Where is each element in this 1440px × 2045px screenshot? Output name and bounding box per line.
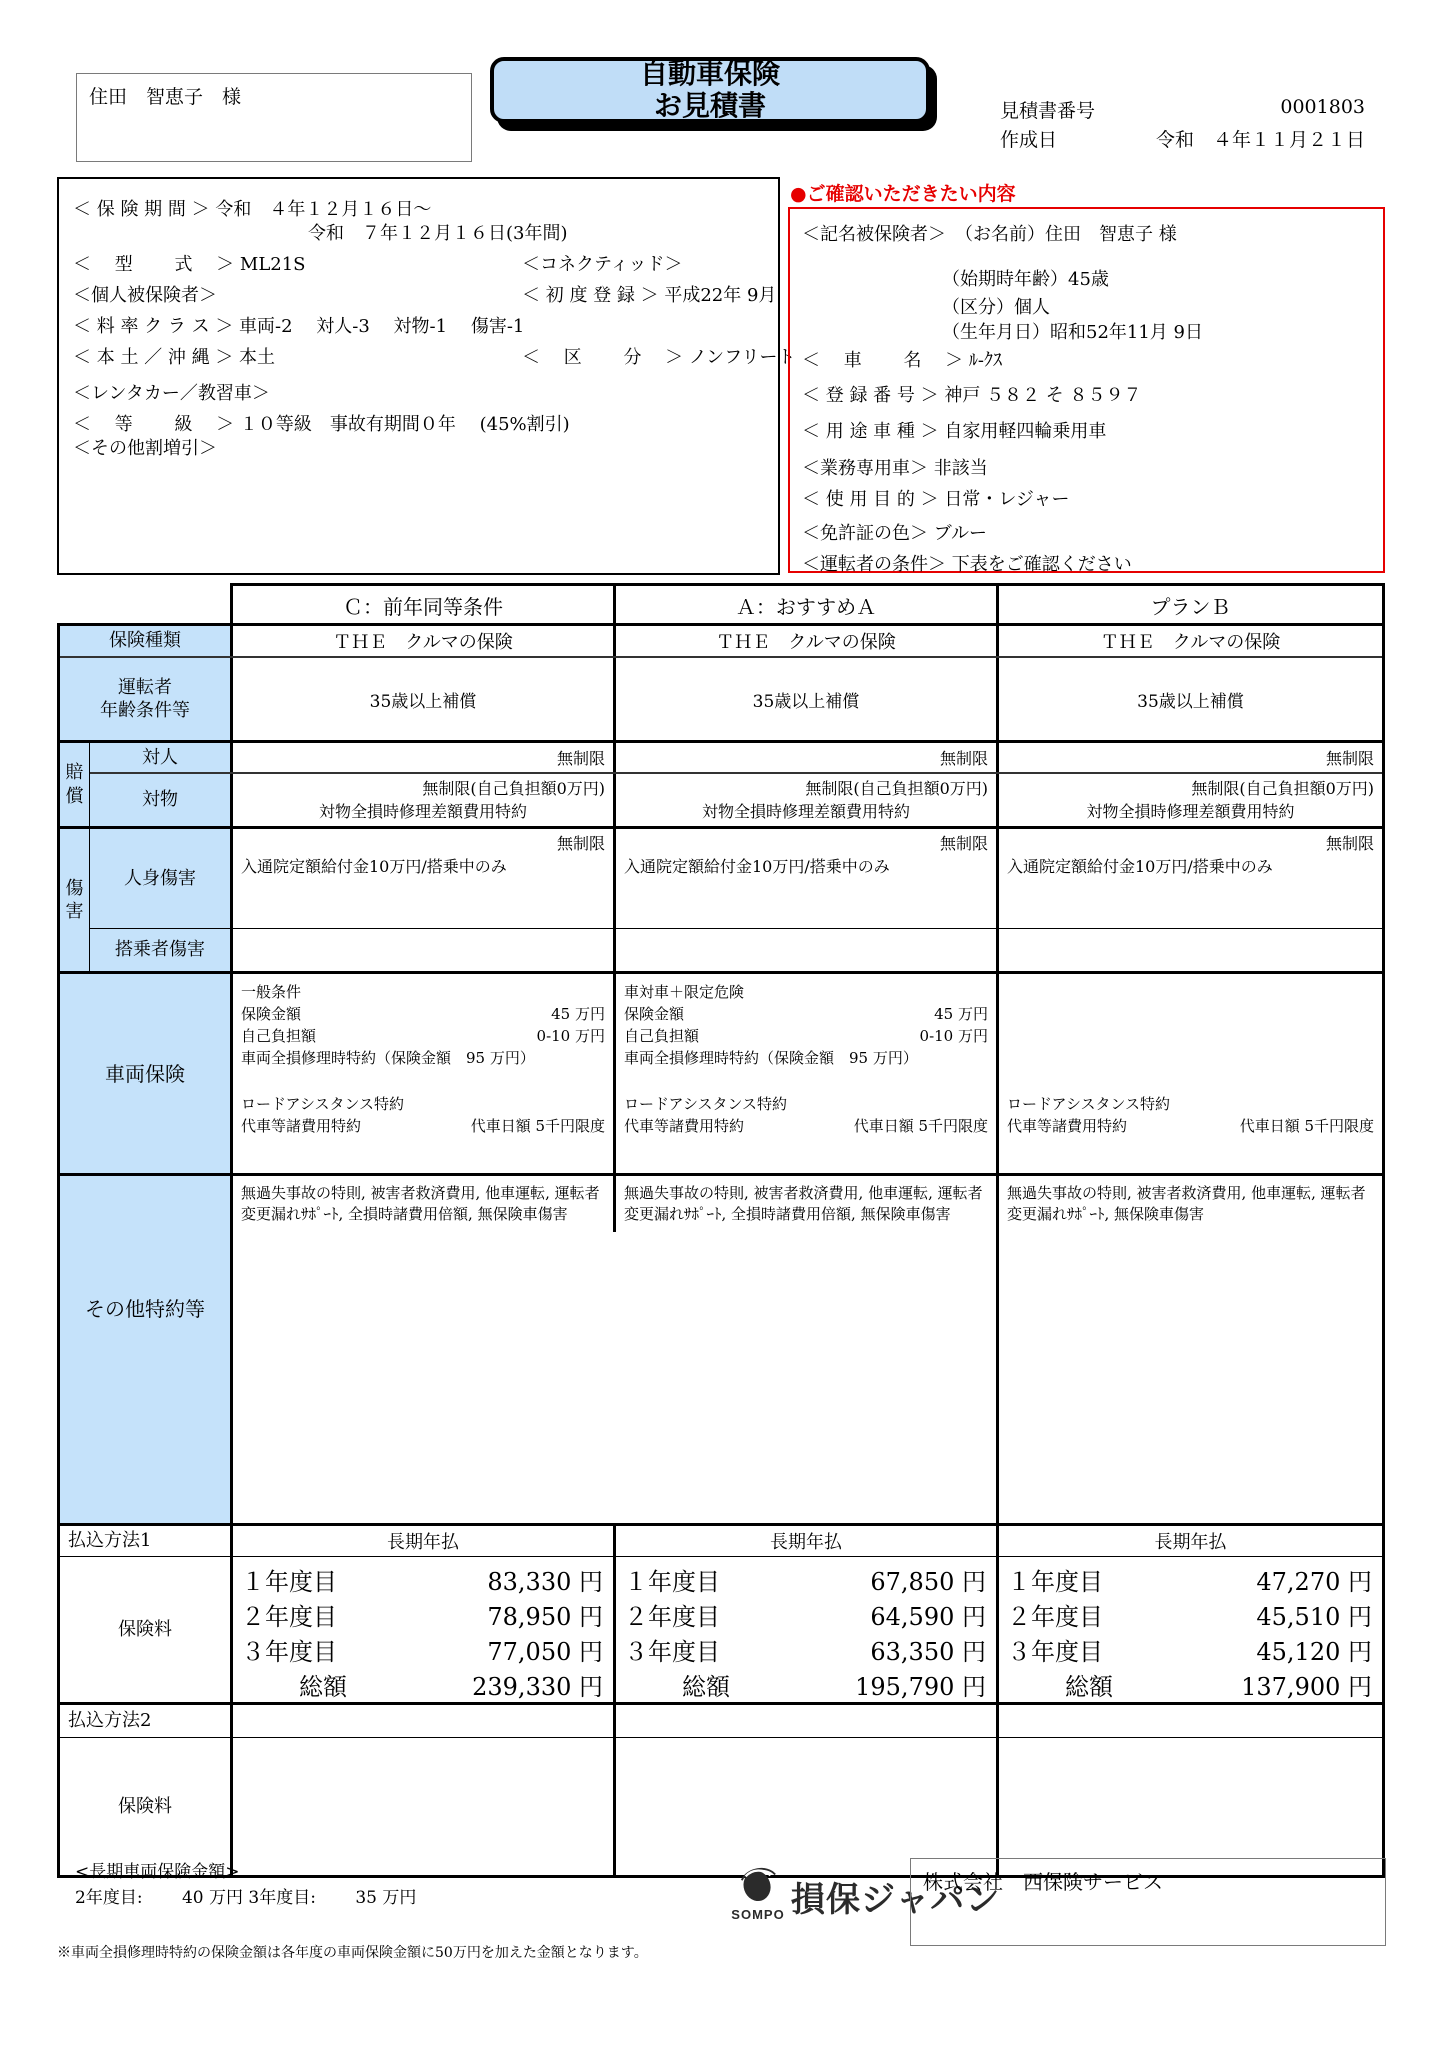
cell-vehicle-insurance-b: ロードアシスタンス特約 代車等諸費用特約 代車日額 5千円限度 xyxy=(1007,1095,1374,1135)
cell-property-damage-b: 無制限(自己負担額0万円) 対物全損時修理差額費用特約 xyxy=(1086,779,1374,822)
group-injury xyxy=(60,829,1382,974)
document-title-line2: お見積書 xyxy=(653,89,766,122)
confirm-line: ＜運転者の条件＞ 下表をご確認ください xyxy=(802,553,1132,575)
sompo-logo-icon xyxy=(733,1864,783,1922)
cell-payment-method-1-c: 長期年払 xyxy=(233,1526,616,1556)
row-passenger-injury xyxy=(90,929,1382,971)
cell-insurance-type-a: ＴＨＥ クルマの保険 xyxy=(616,626,999,656)
created-date-label: 作成日 xyxy=(1000,129,1058,151)
confirm-line: ＜業務専用車＞ 非該当 xyxy=(802,457,988,479)
cell-premium-2-a xyxy=(616,1738,999,1875)
cell-vehicle-insurance-a: 車対車＋限定危険 保険金額 45 万円 自己負担額 0-10 万円 車両全損修理時特約（保険金額 95 万円） ロードアシスタンス特約 代車等諸費用特約 代車日額 5千円限度 xyxy=(616,974,999,1173)
row-other-riders xyxy=(60,1176,1382,1526)
row-label-vehicle-insurance: 車両保険 xyxy=(60,974,233,1173)
row-label-insurance-type: 保険種類 xyxy=(60,626,233,656)
confirm-section-title: ●ご確認いただきたい内容 xyxy=(790,183,1016,205)
cell-payment-method-1-a: 長期年払 xyxy=(616,1526,999,1556)
confirm-line: ＜ 使 用 目 的 ＞ 日常・レジャー xyxy=(802,489,1070,511)
row-property-damage xyxy=(90,774,1382,826)
cell-bodily-injury-a: 無制限 xyxy=(616,743,999,772)
cell-driver-age-c: 35歳以上補償 xyxy=(233,658,616,740)
policy-line: ＜レンタカー／教習車＞ xyxy=(73,383,270,404)
created-date-row xyxy=(1000,125,1365,154)
cell-personal-injury-a: 無制限 入通院定額給付金10万円/搭乗中のみ xyxy=(616,829,999,928)
confirm-line: ＜記名被保険者＞ （お名前）住田 智恵子 様 xyxy=(802,224,1177,245)
long-term-vehicle-amount-title: <長期車両保険金額> xyxy=(75,1862,240,1882)
cell-personal-injury-c: 無制限 入通院定額給付金10万円/搭乗中のみ xyxy=(233,829,616,928)
cell-payment-method-1-b: 長期年払 xyxy=(1154,1532,1227,1553)
row-driver-age xyxy=(60,658,1382,743)
cell-bodily-injury-c: 無制限 xyxy=(233,743,616,772)
cell-premium-a: １年度目 67,850 円 ２年度目 64,590 円 ３年度目 63,350 円 総額 195,790 円 xyxy=(616,1557,999,1702)
row-label-premium-2: 保険料 xyxy=(60,1738,233,1875)
cell-bodily-injury-b: 無制限 xyxy=(1325,749,1374,768)
row-label-property-damage: 対物 xyxy=(90,774,233,826)
plan-header-b: プランＢ xyxy=(1150,595,1231,619)
cell-payment-method-2-b xyxy=(999,1705,1382,1737)
confirm-line: ＜ 用 途 車 種 ＞ 自家用軽四輪乗用車 xyxy=(802,421,1107,443)
cell-property-damage-c: 無制限(自己負担額0万円) 対物全損時修理差額費用特約 xyxy=(233,774,616,826)
cell-premium-2-c xyxy=(233,1738,616,1875)
document-title-line1: 自動車保険 xyxy=(639,56,780,90)
cell-payment-method-2-c xyxy=(233,1705,616,1737)
cell-premium-2-b xyxy=(999,1738,1382,1875)
confirm-line: ＜ 登 録 番 号 ＞ 神戸 ５８２ そ ８５９７ xyxy=(802,384,1142,406)
row-label-driver-age: 運転者 年齢条件等 xyxy=(60,658,233,740)
cell-property-damage-a: 無制限(自己負担額0万円) 対物全損時修理差額費用特約 xyxy=(616,774,999,826)
cell-passenger-injury-c xyxy=(233,929,616,971)
policy-line: ＜ 保 険 期 間 ＞ 令和 ４年１２月１６日～ xyxy=(73,199,432,220)
confirm-line: （生年月日）昭和52年11月 9日 xyxy=(942,322,1203,344)
cell-premium-c: １年度目 83,330 円 ２年度目 78,950 円 ３年度目 77,050 円 総額 239,330 円 xyxy=(233,1557,616,1702)
row-label-premium-1: 保険料 xyxy=(60,1557,233,1702)
cell-other-riders-b: 無過失事故の特則, 被害者救済費用, 他車運転, 運転者変更漏れｻﾎﾟｰﾄ, 無保険車傷害 xyxy=(1007,1184,1366,1223)
row-personal-injury xyxy=(90,829,1382,929)
cell-premium-b: １年度目 47,270 円 ２年度目 45,510 円 ３年度目 45,120 円 総額 137,900 円 xyxy=(1007,1568,1372,1701)
confirm-line: （始期時年齢）45歳 xyxy=(942,269,1109,291)
row-label-personal-injury: 人身傷害 xyxy=(90,829,233,928)
quote-number-value: 0001803 xyxy=(1280,96,1365,118)
agency-name: 株式会社 西保険サービス xyxy=(923,1870,1163,1894)
agency-box xyxy=(910,1858,1386,1946)
long-term-vehicle-amount-values: 2年度目: 40 万円 3年度目: 35 万円 xyxy=(75,1887,417,1908)
cell-insurance-type-c: ＴＨＥ クルマの保険 xyxy=(233,626,616,656)
policy-line: ＜ 型 式 ＞ ML21S ＜コネクティッド＞ xyxy=(73,254,683,275)
policy-line: 令和 ７年１２月１６日(3年間) xyxy=(308,223,568,244)
row-label-payment-method-2: 払込方法2 xyxy=(60,1705,233,1737)
customer-name-box xyxy=(76,73,472,162)
group-liability xyxy=(60,743,1382,829)
confirm-line: ＜ 車 名 ＞ ﾙ-ｸｽ xyxy=(802,349,1002,371)
policy-line: ＜個人被保険者＞ ＜ 初 度 登 録 ＞ 平成22年 9月 xyxy=(73,285,777,306)
policy-info-box xyxy=(57,177,796,575)
cell-passenger-injury-a xyxy=(616,929,999,971)
cell-driver-age-b: 35歳以上補償 xyxy=(1137,691,1244,712)
row-bodily-injury xyxy=(90,743,1382,774)
plan-header-c: Ｃ：前年同等条件 xyxy=(233,586,616,623)
confirm-line: （区分）個人 xyxy=(942,296,1050,318)
row-payment-method-2 xyxy=(60,1705,1382,1738)
row-premium-1 xyxy=(60,1557,1382,1705)
plans-table-body xyxy=(57,623,1385,1878)
policy-line: ＜ 本 土 ／ 沖 縄 ＞ 本土 ＜ 区 分 ＞ ノンフリート xyxy=(73,347,796,368)
row-label-other-riders: その他特約等 xyxy=(60,1176,233,1523)
cell-personal-injury-b: 無制限 入通院定額給付金10万円/搭乗中のみ xyxy=(1007,834,1374,877)
cell-insurance-type-b: ＴＨＥ クルマの保険 xyxy=(1100,632,1281,653)
confirm-box xyxy=(788,207,1385,573)
row-label-payment-method-1: 払込方法1 xyxy=(60,1526,233,1556)
cell-other-riders-c: 無過失事故の特則, 被害者救済費用, 他車運転, 運転者変更漏れｻﾎﾟｰﾄ, 全損時諸費用倍額, 無保険車傷害 xyxy=(233,1176,616,1232)
cell-passenger-injury-b xyxy=(999,929,1382,971)
plans-header-row xyxy=(57,583,1385,623)
group-label-injury: 傷害 xyxy=(60,829,90,971)
sompo-brand-name: 損保ジャパン xyxy=(791,1881,1001,1919)
quote-number-row xyxy=(1000,96,1365,125)
policy-line: ＜その他割増引＞ xyxy=(73,438,217,459)
cell-driver-age-a: 35歳以上補償 xyxy=(616,658,999,740)
row-label-bodily-injury: 対人 xyxy=(90,743,233,772)
row-vehicle-insurance xyxy=(60,974,1382,1176)
row-insurance-type xyxy=(60,626,1382,658)
sompo-wordmark: SOMPO xyxy=(731,1907,785,1922)
row-label-passenger-injury: 搭乗者傷害 xyxy=(90,929,233,971)
policy-line: ＜ 料 率 ク ラ ス ＞ 車両-2 対人-3 対物-1 傷害-1 xyxy=(73,316,525,337)
confirm-line: ＜免許証の色＞ ブルー xyxy=(802,522,988,544)
plan-header-a: Ａ：おすすめＡ xyxy=(616,586,999,623)
footnote: ※車両全損修理時特約の保険金額は各年度の車両保険金額に50万円を加えた金額となります。 xyxy=(57,1945,648,1961)
row-payment-method-1 xyxy=(60,1526,1382,1557)
quote-number-label: 見積書番号 xyxy=(1000,100,1096,122)
cell-vehicle-insurance-c: 一般条件 保険金額 45 万円 自己負担額 0-10 万円 車両全損修理時特約（保険金額 95 万円） ロードアシスタンス特約 代車等諸費用特約 代車日額 5千円限度 xyxy=(233,974,616,1173)
policy-line: ＜ 等 級 ＞ １０等級 事故有期間０年 (45%割引) xyxy=(73,414,570,435)
quote-meta xyxy=(1000,96,1365,154)
created-date-value: 令和 ４年１１月２１日 xyxy=(1155,129,1365,151)
group-label-liability: 賠償 xyxy=(60,743,90,826)
cell-payment-method-2-a xyxy=(616,1705,999,1737)
long-term-vehicle-amount xyxy=(75,1860,416,1911)
plans-table xyxy=(57,583,1385,1878)
document-title-box xyxy=(490,57,930,123)
customer-name: 住田 智恵子 様 xyxy=(89,86,242,108)
row-premium-2 xyxy=(60,1738,1382,1875)
cell-other-riders-a: 無過失事故の特則, 被害者救済費用, 他車運転, 運転者変更漏れｻﾎﾟｰﾄ, 全損時諸費用倍額, 無保険車傷害 xyxy=(616,1176,999,1523)
